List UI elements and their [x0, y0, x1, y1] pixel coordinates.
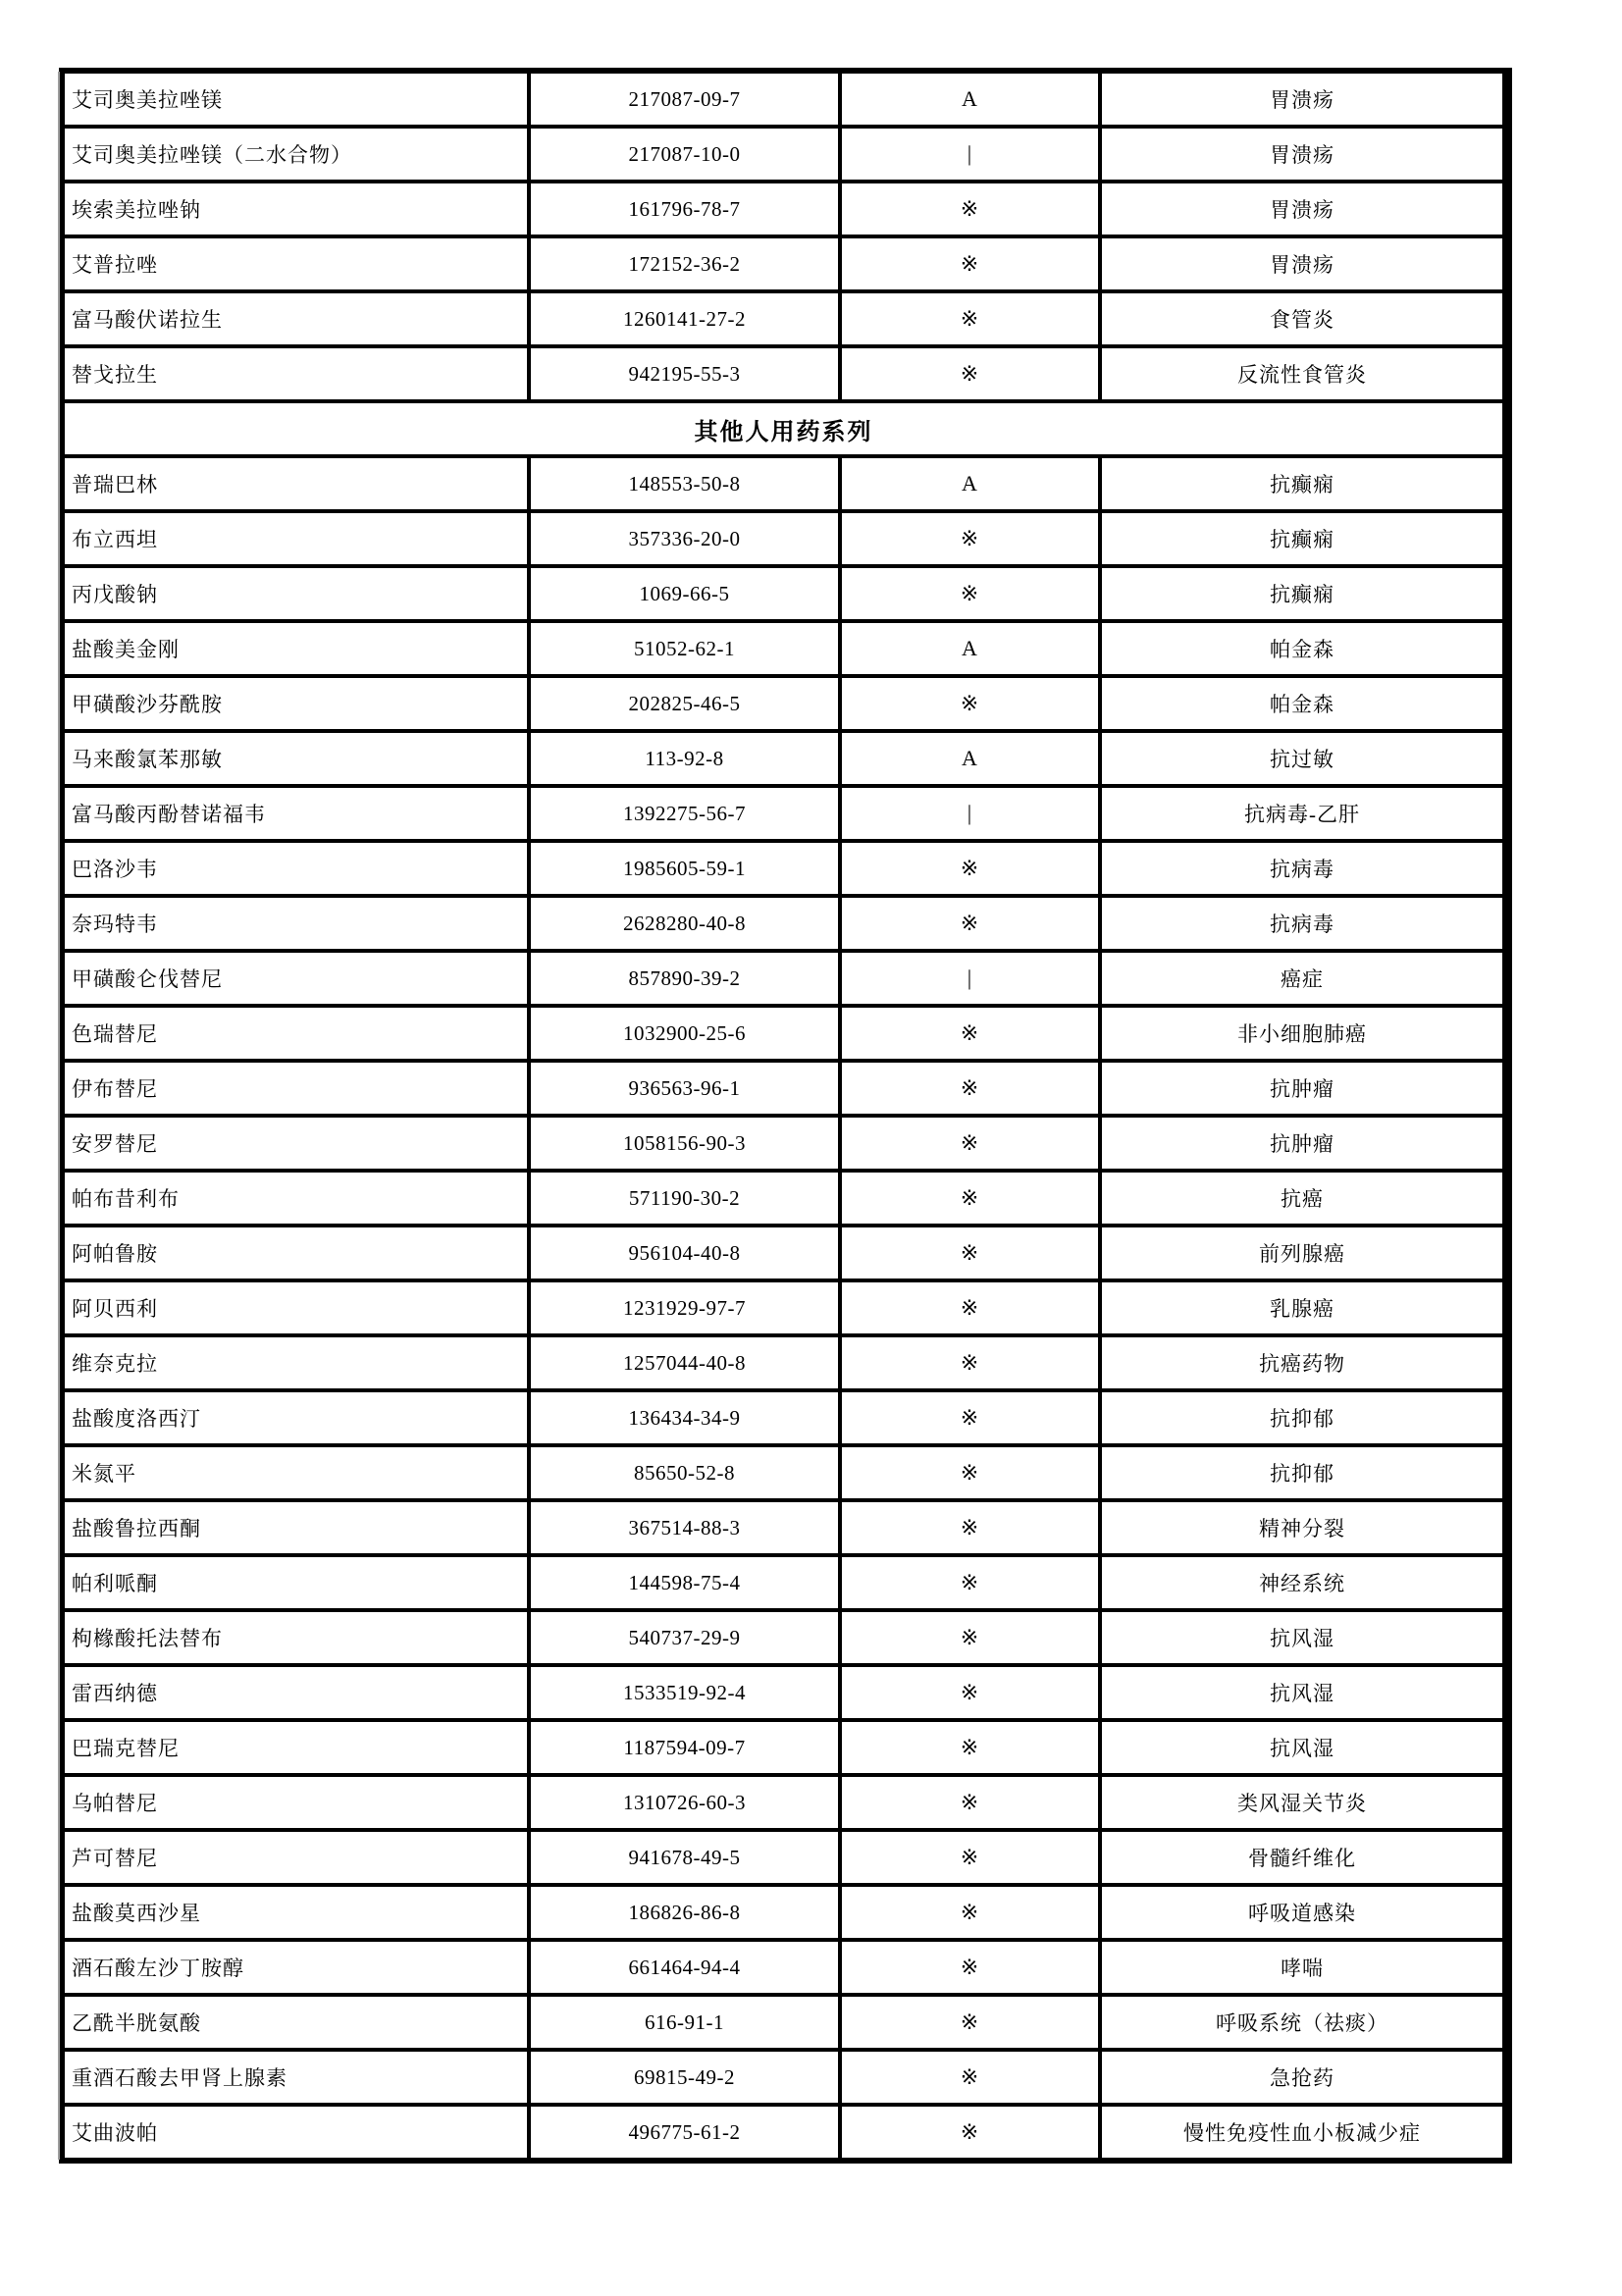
indication-cell: 抗肿瘤 — [1098, 1063, 1502, 1114]
drug-name-cell: 艾司奥美拉唑镁（二水合物） — [72, 143, 352, 167]
drug-name-cell: 丙戊酸钠 — [72, 583, 158, 606]
table-row — [65, 1114, 1502, 1169]
drug-name-cell: 安罗替尼 — [72, 1132, 158, 1156]
status-cell: ※ — [838, 843, 1098, 894]
table-row — [65, 289, 1502, 344]
cas-number-cell: 113-92-8 — [527, 733, 838, 784]
status-cell: A — [838, 623, 1098, 674]
cas-number-cell: 1231929-97-7 — [527, 1282, 838, 1333]
drug-name-cell: 乌帕替尼 — [72, 1792, 158, 1815]
status-cell: ※ — [838, 513, 1098, 564]
drug-name-cell: 富马酸丙酚替诺福韦 — [72, 803, 266, 826]
table-row — [65, 1388, 1502, 1443]
cas-number-cell: 217087-09-7 — [527, 74, 838, 125]
indication-cell: 急抢药 — [1098, 2052, 1502, 2103]
status-cell: ※ — [838, 1447, 1098, 1498]
table-row — [65, 839, 1502, 894]
table-row — [65, 784, 1502, 839]
cas-number-cell: 1985605-59-1 — [527, 843, 838, 894]
drug-table — [59, 68, 1508, 2164]
status-cell: ※ — [838, 2107, 1098, 2158]
cas-number-cell: 1392275-56-7 — [527, 788, 838, 839]
indication-cell: 癌症 — [1098, 953, 1502, 1004]
indication-cell: 胃溃疡 — [1098, 74, 1502, 125]
cas-number-cell: 202825-46-5 — [527, 678, 838, 729]
drug-name-cell: 盐酸度洛西汀 — [72, 1407, 201, 1431]
table-row — [65, 1169, 1502, 1224]
status-cell: ※ — [838, 1282, 1098, 1333]
drug-name-cell: 帕利哌酮 — [72, 1572, 158, 1595]
indication-cell: 非小细胞肺癌 — [1098, 1008, 1502, 1059]
indication-cell: 抗病毒-乙肝 — [1098, 788, 1502, 839]
status-cell: ※ — [838, 1337, 1098, 1388]
status-cell: ※ — [838, 1832, 1098, 1883]
cas-number-cell: 571190-30-2 — [527, 1173, 838, 1224]
table-row — [65, 1004, 1502, 1059]
drug-name-cell: 盐酸莫西沙星 — [72, 1902, 201, 1925]
table-row — [65, 1663, 1502, 1718]
indication-cell: 乳腺癌 — [1098, 1282, 1502, 1333]
cas-number-cell: 661464-94-4 — [527, 1942, 838, 1993]
indication-cell: 类风湿关节炎 — [1098, 1777, 1502, 1828]
table-row — [65, 1608, 1502, 1663]
cas-number-cell: 144598-75-4 — [527, 1557, 838, 1608]
table-row — [65, 729, 1502, 784]
status-cell: ※ — [838, 1997, 1098, 2048]
table-row — [65, 344, 1502, 399]
drug-name-cell: 盐酸鲁拉西酮 — [72, 1517, 201, 1540]
drug-name-cell: 甲磺酸仑伐替尼 — [72, 967, 223, 991]
cas-number-cell: 1187594-09-7 — [527, 1722, 838, 1773]
table-row — [65, 1718, 1502, 1773]
drug-name-cell: 芦可替尼 — [72, 1847, 158, 1870]
table-row — [65, 1828, 1502, 1883]
cas-number-cell: 1310726-60-3 — [527, 1777, 838, 1828]
indication-cell: 呼吸道感染 — [1098, 1887, 1502, 1938]
drug-name-cell: 埃索美拉唑钠 — [72, 198, 201, 222]
indication-cell: 抗癫痫 — [1098, 568, 1502, 619]
table-row — [65, 1498, 1502, 1553]
cas-number-cell: 357336-20-0 — [527, 513, 838, 564]
cas-number-cell: 367514-88-3 — [527, 1502, 838, 1553]
table-row — [65, 674, 1502, 729]
table-row — [65, 1443, 1502, 1498]
status-cell: ※ — [838, 1118, 1098, 1169]
table-row — [65, 235, 1502, 289]
status-cell: ※ — [838, 293, 1098, 344]
table-row — [65, 619, 1502, 674]
cas-number-cell: 69815-49-2 — [527, 2052, 838, 2103]
indication-cell: 前列腺癌 — [1098, 1227, 1502, 1278]
cas-number-cell: 857890-39-2 — [527, 953, 838, 1004]
status-cell: A — [838, 733, 1098, 784]
indication-cell: 抗抑郁 — [1098, 1392, 1502, 1443]
cas-number-cell: 51052-62-1 — [527, 623, 838, 674]
indication-cell: 神经系统 — [1098, 1557, 1502, 1608]
drug-name-cell: 阿贝西利 — [72, 1297, 158, 1321]
indication-cell: 抗风湿 — [1098, 1722, 1502, 1773]
indication-cell: 抗病毒 — [1098, 898, 1502, 949]
status-cell: ※ — [838, 1612, 1098, 1663]
table-row — [65, 1553, 1502, 1608]
status-cell: ※ — [838, 898, 1098, 949]
status-cell: ※ — [838, 1722, 1098, 1773]
table-row — [65, 180, 1502, 235]
cas-number-cell: 496775-61-2 — [527, 2107, 838, 2158]
table-row — [65, 125, 1502, 180]
indication-cell: 抗病毒 — [1098, 843, 1502, 894]
drug-name-cell: 巴瑞克替尼 — [72, 1737, 180, 1760]
drug-name-cell: 替戈拉生 — [72, 363, 158, 387]
cas-number-cell: 85650-52-8 — [527, 1447, 838, 1498]
cas-number-cell: 1069-66-5 — [527, 568, 838, 619]
indication-cell: 抗肿瘤 — [1098, 1118, 1502, 1169]
table-row — [65, 894, 1502, 949]
indication-cell: 胃溃疡 — [1098, 129, 1502, 180]
indication-cell: 帕金森 — [1098, 623, 1502, 674]
drug-name-cell: 帕布昔利布 — [72, 1187, 180, 1211]
table-row — [65, 1059, 1502, 1114]
cas-number-cell: 136434-34-9 — [527, 1392, 838, 1443]
indication-cell: 胃溃疡 — [1098, 183, 1502, 235]
drug-name-cell: 甲磺酸沙芬酰胺 — [72, 693, 223, 716]
cas-number-cell: 186826-86-8 — [527, 1887, 838, 1938]
cas-number-cell: 1032900-25-6 — [527, 1008, 838, 1059]
section-header-label: 其他人用药系列 — [694, 419, 873, 445]
drug-name-cell: 富马酸伏诺拉生 — [72, 308, 223, 332]
indication-cell: 抗癫痫 — [1098, 513, 1502, 564]
table-row — [65, 1938, 1502, 1993]
indication-cell: 呼吸系统（祛痰） — [1098, 1997, 1502, 2048]
status-cell: ※ — [838, 1173, 1098, 1224]
status-cell: ※ — [838, 1887, 1098, 1938]
drug-name-cell: 维奈克拉 — [72, 1352, 158, 1376]
table-row — [65, 2048, 1502, 2103]
status-cell: ※ — [838, 1063, 1098, 1114]
table-row — [65, 509, 1502, 564]
table-row — [65, 2103, 1502, 2158]
indication-cell: 抗风湿 — [1098, 1612, 1502, 1663]
indication-cell: 哮喘 — [1098, 1942, 1502, 1993]
table-row — [65, 1883, 1502, 1938]
drug-name-cell: 乙酰半胱氨酸 — [72, 2011, 201, 2035]
cas-number-cell: 148553-50-8 — [527, 458, 838, 509]
indication-cell: 慢性免疫性血小板减少症 — [1098, 2107, 1502, 2158]
status-cell: ※ — [838, 2052, 1098, 2103]
status-cell: ※ — [838, 1227, 1098, 1278]
table-row — [65, 1224, 1502, 1278]
drug-name-cell: 雷西纳德 — [72, 1682, 158, 1705]
status-cell: ※ — [838, 1557, 1098, 1608]
status-cell: | — [838, 129, 1098, 180]
cas-number-cell: 616-91-1 — [527, 1997, 838, 2048]
cas-number-cell: 172152-36-2 — [527, 238, 838, 289]
status-cell: | — [838, 953, 1098, 1004]
status-cell: ※ — [838, 348, 1098, 399]
cas-number-cell: 161796-78-7 — [527, 183, 838, 235]
indication-cell: 反流性食管炎 — [1098, 348, 1502, 399]
drug-name-cell: 艾曲波帕 — [72, 2121, 158, 2145]
drug-name-cell: 重酒石酸去甲肾上腺素 — [72, 2066, 288, 2090]
table-row — [65, 1333, 1502, 1388]
drug-name-cell: 普瑞巴林 — [72, 473, 158, 496]
drug-name-cell: 色瑞替尼 — [72, 1022, 158, 1046]
table-row — [65, 564, 1502, 619]
table-row — [65, 1278, 1502, 1333]
drug-name-cell: 艾普拉唑 — [72, 253, 158, 277]
indication-cell: 胃溃疡 — [1098, 238, 1502, 289]
table-row — [65, 1773, 1502, 1828]
status-cell: | — [838, 788, 1098, 839]
status-cell: ※ — [838, 1777, 1098, 1828]
cas-number-cell: 217087-10-0 — [527, 129, 838, 180]
indication-cell: 帕金森 — [1098, 678, 1502, 729]
indication-cell: 食管炎 — [1098, 293, 1502, 344]
cas-number-cell: 936563-96-1 — [527, 1063, 838, 1114]
cas-number-cell: 1260141-27-2 — [527, 293, 838, 344]
status-cell: ※ — [838, 1392, 1098, 1443]
cas-number-cell: 941678-49-5 — [527, 1832, 838, 1883]
cas-number-cell: 942195-55-3 — [527, 348, 838, 399]
drug-name-cell: 酒石酸左沙丁胺醇 — [72, 1957, 244, 1980]
indication-cell: 抗抑郁 — [1098, 1447, 1502, 1498]
drug-name-cell: 米氮平 — [72, 1462, 136, 1486]
drug-name-cell: 艾司奥美拉唑镁 — [72, 88, 223, 112]
drug-name-cell: 枸橼酸托法替布 — [72, 1627, 223, 1650]
cas-number-cell: 2628280-40-8 — [527, 898, 838, 949]
indication-cell: 精神分裂 — [1098, 1502, 1502, 1553]
status-cell: ※ — [838, 238, 1098, 289]
cas-number-cell: 1058156-90-3 — [527, 1118, 838, 1169]
status-cell: A — [838, 74, 1098, 125]
drug-name-cell: 布立西坦 — [72, 528, 158, 551]
cas-number-cell: 1533519-92-4 — [527, 1667, 838, 1718]
table-row — [65, 454, 1502, 509]
indication-cell: 骨髓纤维化 — [1098, 1832, 1502, 1883]
indication-cell: 抗癌药物 — [1098, 1337, 1502, 1388]
status-cell: ※ — [838, 1942, 1098, 1993]
drug-name-cell: 盐酸美金刚 — [72, 638, 180, 661]
indication-cell: 抗癫痫 — [1098, 458, 1502, 509]
status-cell: ※ — [838, 1502, 1098, 1553]
drug-name-cell: 巴洛沙韦 — [72, 858, 158, 881]
table-row — [65, 1993, 1502, 2048]
section-header-row — [65, 399, 1502, 454]
drug-name-cell: 马来酸氯苯那敏 — [72, 748, 223, 771]
indication-cell: 抗癌 — [1098, 1173, 1502, 1224]
cas-number-cell: 540737-29-9 — [527, 1612, 838, 1663]
drug-name-cell: 奈玛特韦 — [72, 913, 158, 936]
drug-name-cell: 阿帕鲁胺 — [72, 1242, 158, 1266]
status-cell: ※ — [838, 1008, 1098, 1059]
status-cell: ※ — [838, 678, 1098, 729]
indication-cell: 抗过敏 — [1098, 733, 1502, 784]
indication-cell: 抗风湿 — [1098, 1667, 1502, 1718]
status-cell: ※ — [838, 183, 1098, 235]
status-cell: ※ — [838, 1667, 1098, 1718]
status-cell: ※ — [838, 568, 1098, 619]
status-cell: A — [838, 458, 1098, 509]
table-row — [65, 949, 1502, 1004]
drug-name-cell: 伊布替尼 — [72, 1077, 158, 1101]
table-row — [65, 74, 1502, 125]
cas-number-cell: 956104-40-8 — [527, 1227, 838, 1278]
cas-number-cell: 1257044-40-8 — [527, 1337, 838, 1388]
